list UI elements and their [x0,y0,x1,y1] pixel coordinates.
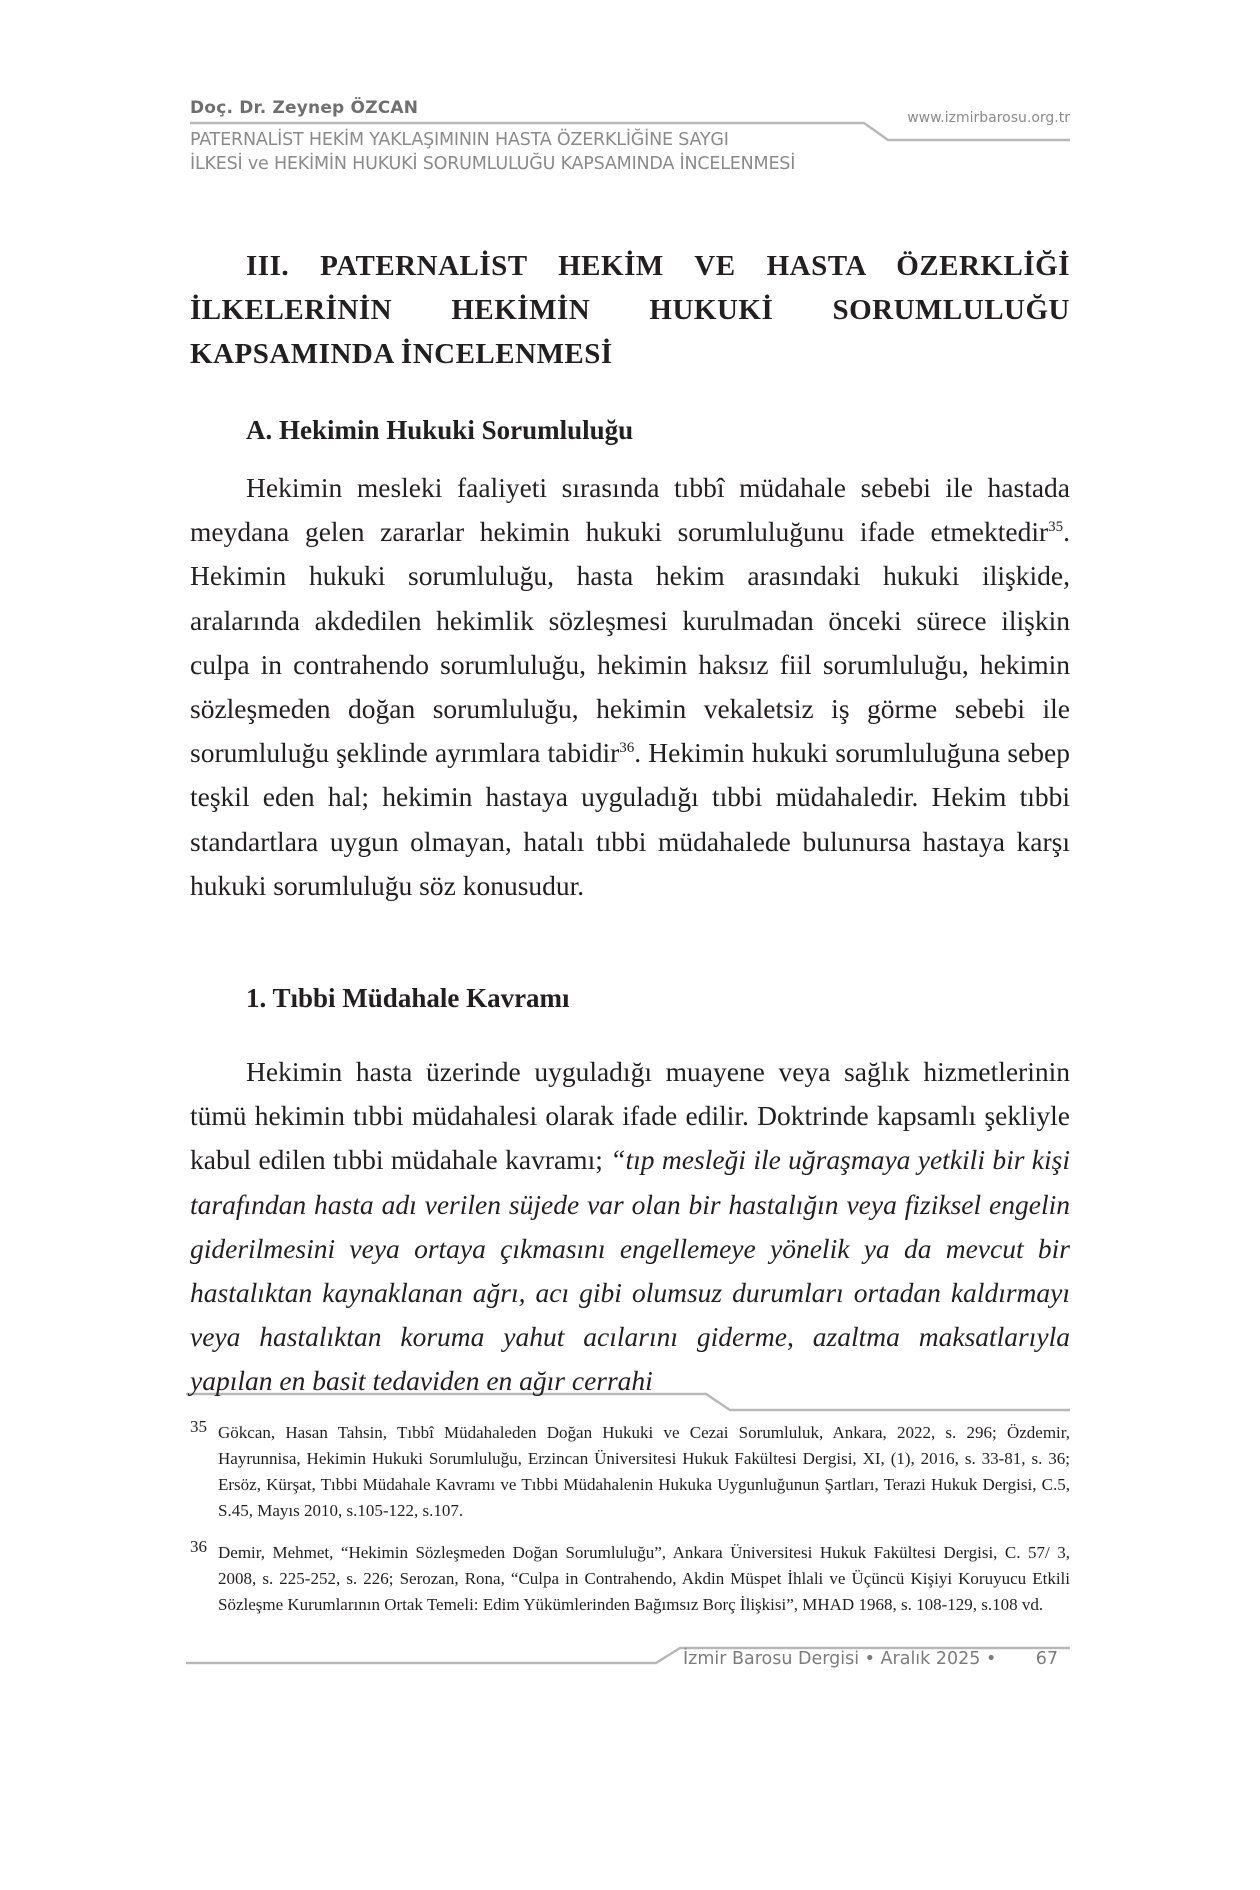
subsection-heading-1: 1. Tıbbi Müdahale Kavramı [246,983,570,1013]
paragraph-2-quote: “tıp mesleği ile uğraşmaya yetkili bir kişi tarafından hasta adı verilen süjede var olan bir hastalığın veya fiziksel engelin giderilmesini veya ortaya çıkmasını engellemeye yönelik ya da mevcut bir hastalıktan kaynaklanan ağrı, acı gibi olumsuz durumları ortadan kaldırmayı veya hastalıktan koruma yahut acılarını giderme, azaltma maksatlarıyla yapılan en basit tedaviden en ağır cerrahi [190,1144,1070,1397]
site-url[interactable]: www.izmirbarosu.org.tr [907,110,1070,126]
paragraph-1-text-b: . Hekimin hukuki sorumluluğu, hasta hekim arasındaki hukuki ilişkide, aralarında akdedilen hekimlik sözleşmesi kurulmadan önceki sürece ilişkin culpa in contrahendo sorumluluğu, hekimin haksız fiil sorumluluğu, hekimin sözleşmeden doğan sorumluluğu, hekimin vekaletsiz iş görme sebebi ile sorumluluğu şeklinde ayrımlara tabidir [190,516,1070,769]
section-heading: III. PATERNALİST HEKİM VE HASTA ÖZERKLİĞİ İLKELERİNİN HEKİMİN HUKUKİ SORUMLULUĞU KAPSAMINDA İNCELENMESİ [190,250,1070,370]
page-number: 67 [1035,1649,1058,1669]
footnote-text: Demir, Mehmet, “Hekimin Sözleşmeden Doğan Sorumluluğu”, Ankara Üniversitesi Hukuk Fakültesi Dergisi, C. 57/ 3, 2008, s. 225-252, s. 226; Serozan, Rona, “Culpa in Contrahendo, Akdin Müspet İhlali ve Üçüncü Kişiyi Koruyucu Etkili Sözleşme Kurumlarının Ortak Temeli: Edim Yükümlerinden Bağımsız Borç İlişkisi”, MHAD 1968, s. 108-129, s.108 vd. [218,1543,1070,1614]
paragraph-2 [190,1050,1070,1404]
author-name: Doç. Dr. Zeynep ÖZCAN [190,98,419,118]
footnote-number: 35 [190,1417,207,1436]
footnote-35 [190,1417,1070,1524]
footnote-number: 36 [190,1537,207,1556]
running-title-line-2: İLKESİ ve HEKİMİN HUKUKİ SORUMLULUĞU KAPSAMINDA İNCELENMESİ [190,154,796,174]
paragraph-1-text-c: . Hekimin hukuki sorumluluğuna sebep teşkil eden hal; hekimin hastaya uyguladığı tıbbi müdahaledir. Hekim tıbbi standartlara uygun olmayan, hatalı tıbbi müdahalede bulunursa hastaya karşı hukuki sorumluluğu söz konusudur. [190,737,1070,901]
journal-issue: İzmir Barosu Dergisi • Aralık 2025 • [683,1649,997,1669]
paragraph-1-text-a: Hekimin mesleki faaliyeti sırasında tıbbî müdahale sebebi ile hastada meydana gelen zararlar hekimin hukuki sorumluluğunu ifade etmektedir [190,472,1070,548]
running-title [190,128,890,176]
paragraph-1 [190,466,1070,908]
footnote-ref-36[interactable]: 36 [619,740,635,757]
footnote-36 [190,1537,1070,1618]
footnote-ref-35[interactable]: 35 [1048,519,1064,536]
subsection-heading-a: A. Hekimin Hukuki Sorumluluğu [246,415,634,445]
paragraph-2-text: Hekimin hasta üzerinde uyguladığı muayene veya sağlık hizmetlerinin tümü hekimin tıbbi müdahalesi olarak ifade edilir. Doktrinde kapsamlı şekliyle kabul edilen tıbbi müdahale kavramı; [190,1056,1070,1176]
footnote-text: Gökcan, Hasan Tahsin, Tıbbî Müdahaleden Doğan Hukuki ve Cezai Sorumluluk, Ankara, 2022, s. 296; Özdemir, Hayrunnisa, Hekimin Hukuki Sorumluluğu, Erzincan Üniversitesi Hukuk Fakültesi Dergisi, XI, (1), 2016, s. 33-81, s. 36; Ersöz, Kürşat, Tıbbi Müdahale Kavramı ve Tıbbi Müdahalenin Hukuka Uygunluğunun Şartları, Terazi Hukuk Dergisi, C.5, S.45, Mayıs 2010, s.105-122, s.107. [218,1423,1070,1520]
page-footer [683,1649,1070,1669]
running-title-line-1: PATERNALİST HEKİM YAKLAŞIMININ HASTA ÖZERKLİĞİNE SAYGI [190,130,729,150]
